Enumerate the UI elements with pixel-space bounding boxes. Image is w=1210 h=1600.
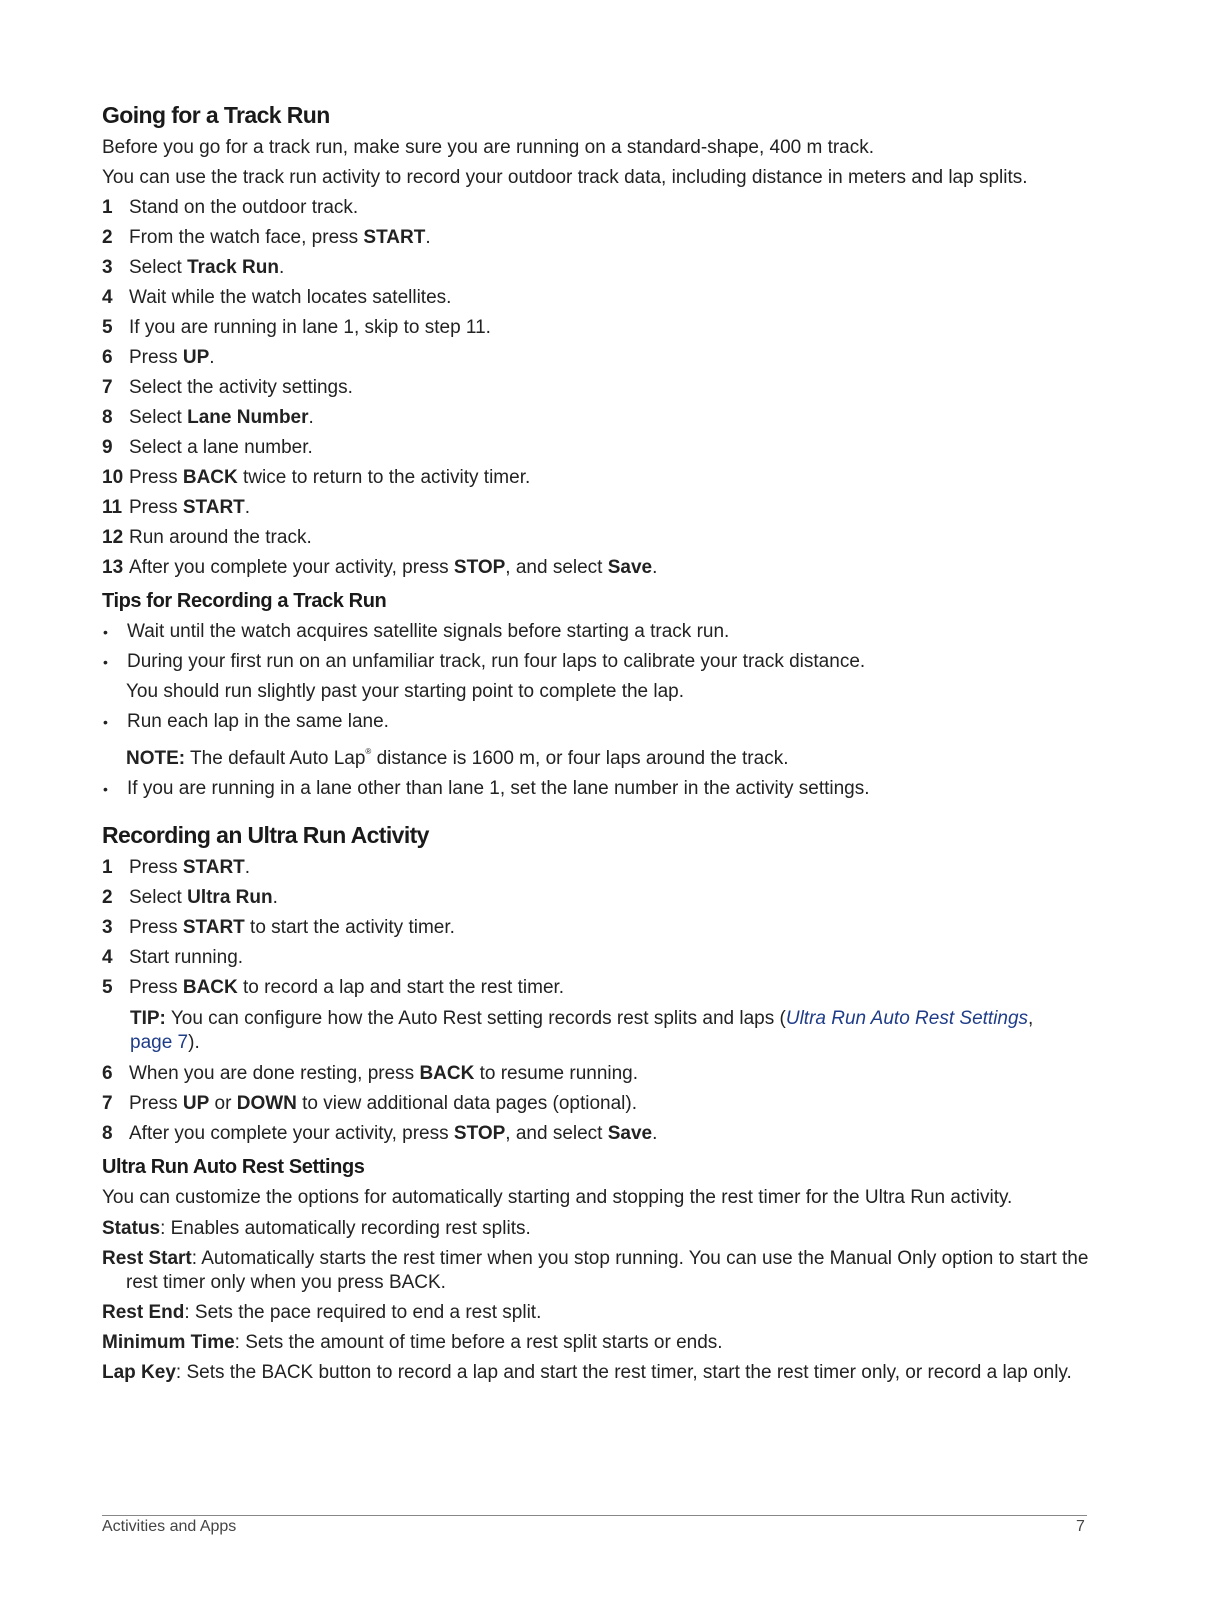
step-text: Select Ultra Run. bbox=[129, 887, 278, 908]
step-number: 7 bbox=[102, 1093, 113, 1114]
page-content bbox=[102, 100, 1092, 1391]
auto-rest-settings-link[interactable]: Ultra Run Auto Rest Settings bbox=[785, 1008, 1029, 1029]
step-number: 12 bbox=[102, 527, 124, 548]
step-number: 6 bbox=[102, 347, 113, 368]
step-10 bbox=[102, 463, 1092, 493]
definition-term: Lap Key bbox=[102, 1362, 176, 1383]
step-text: Wait while the watch locates satellites. bbox=[129, 287, 452, 308]
bullet-icon: • bbox=[103, 654, 108, 670]
note-label: NOTE: bbox=[126, 748, 186, 769]
step-text: Select Track Run. bbox=[129, 257, 285, 278]
page-number: 7 bbox=[1076, 1518, 1085, 1535]
track-run-heading: Going for a Track Run bbox=[102, 102, 330, 128]
step-number: 3 bbox=[102, 257, 113, 278]
step-number: 9 bbox=[102, 437, 113, 458]
step-number: 3 bbox=[102, 917, 113, 938]
step-number: 8 bbox=[102, 1123, 113, 1144]
step-8 bbox=[102, 403, 1092, 433]
ultra-step-1 bbox=[102, 853, 1092, 883]
step-text: Select a lane number. bbox=[129, 437, 313, 458]
step-text: Stand on the outdoor track. bbox=[129, 197, 359, 218]
footer-divider bbox=[102, 1515, 1087, 1516]
ultra-step-8 bbox=[102, 1119, 1092, 1149]
step-number: 1 bbox=[102, 197, 113, 218]
definition-term: Rest End bbox=[102, 1302, 185, 1323]
ultra-tip: TIP: You can configure how the Auto Rest setting records rest splits and laps (Ultra Run Auto Rest Settings, page 7). bbox=[130, 1008, 1034, 1053]
step-text: From the watch face, press START. bbox=[129, 227, 431, 248]
step-text: Start running. bbox=[129, 947, 244, 968]
ultra-step-5 bbox=[102, 973, 1092, 1003]
step-text: If you are running in lane 1, skip to step 11. bbox=[129, 317, 491, 338]
tip-bullet-3: • Run each lap in the same lane. bbox=[102, 707, 1092, 737]
tip-bullet-2-continued: You should run slightly past your starting point to complete the lap. bbox=[126, 681, 685, 702]
step-number: 1 bbox=[102, 857, 113, 878]
step-number: 2 bbox=[102, 887, 113, 908]
definition-term: Status bbox=[102, 1218, 161, 1239]
definition-term: Rest Start bbox=[102, 1248, 192, 1269]
note: NOTE: The default Auto Lap® distance is 1600 m, or four laps around the track. bbox=[126, 747, 789, 769]
step-text: Press UP. bbox=[129, 347, 215, 368]
definition-status: Status: Enables automatically recording rest splits. bbox=[102, 1218, 531, 1239]
step-number: 5 bbox=[102, 317, 113, 338]
step-12 bbox=[102, 523, 1092, 553]
step-text: Press BACK twice to return to the activity timer. bbox=[129, 467, 531, 488]
bullet-icon: • bbox=[103, 624, 108, 640]
track-run-intro-2: You can use the track run activity to record your outdoor track data, including distance in meters and lap splits. bbox=[102, 167, 1028, 188]
step-4 bbox=[102, 283, 1092, 313]
step-text: Press START to start the activity timer. bbox=[129, 917, 455, 938]
step-9 bbox=[102, 433, 1092, 463]
auto-rest-intro: You can customize the options for automatically starting and stopping the rest timer for the Ultra Run activity. bbox=[102, 1187, 1013, 1208]
step-number: 4 bbox=[102, 947, 113, 968]
tip-bullet-2: • During your first run on an unfamiliar track, run four laps to calibrate your track distance. bbox=[102, 647, 1092, 677]
step-text: Press BACK to record a lap and start the rest timer. bbox=[129, 977, 565, 998]
definition-rest-end: Rest End: Sets the pace required to end a rest split. bbox=[102, 1302, 542, 1323]
step-number: 6 bbox=[102, 1063, 113, 1084]
ultra-step-7 bbox=[102, 1089, 1092, 1119]
step-1 bbox=[102, 193, 1092, 223]
step-text: Press START. bbox=[129, 497, 251, 518]
step-11 bbox=[102, 493, 1092, 523]
step-text: Run around the track. bbox=[129, 527, 312, 548]
tip-label: TIP: bbox=[130, 1008, 166, 1029]
step-number: 2 bbox=[102, 227, 113, 248]
bullet-icon: • bbox=[103, 781, 108, 797]
step-number: 11 bbox=[102, 497, 123, 518]
tip-bullet-1: • Wait until the watch acquires satellite signals before starting a track run. bbox=[102, 617, 1092, 647]
step-text: After you complete your activity, press STOP, and select Save. bbox=[129, 557, 658, 578]
definition-lap-key: Lap Key: Sets the BACK button to record a lap and start the rest timer, start the rest timer only, or record a lap only. bbox=[102, 1362, 1072, 1383]
step-text: Press START. bbox=[129, 857, 251, 878]
step-text: After you complete your activity, press STOP, and select Save. bbox=[129, 1123, 658, 1144]
step-text: When you are done resting, press BACK to resume running. bbox=[129, 1063, 639, 1084]
registered-mark: ® bbox=[365, 747, 372, 756]
step-3 bbox=[102, 253, 1092, 283]
step-number: 5 bbox=[102, 977, 113, 998]
step-number: 10 bbox=[102, 467, 124, 488]
definition-term: Minimum Time bbox=[102, 1332, 235, 1353]
step-text: Select the activity settings. bbox=[129, 377, 353, 398]
step-7 bbox=[102, 373, 1092, 403]
tips-heading: Tips for Recording a Track Run bbox=[102, 590, 387, 612]
page-7-link[interactable]: page 7 bbox=[130, 1032, 189, 1053]
ultra-run-heading: Recording an Ultra Run Activity bbox=[102, 822, 429, 848]
ultra-step-3 bbox=[102, 913, 1092, 943]
ultra-step-4 bbox=[102, 943, 1092, 973]
step-13 bbox=[102, 553, 1092, 583]
footer-section-title: Activities and Apps bbox=[102, 1518, 237, 1535]
step-text: Press UP or DOWN to view additional data pages (optional). bbox=[129, 1093, 637, 1114]
step-number: 7 bbox=[102, 377, 113, 398]
track-run-intro-1: Before you go for a track run, make sure you are running on a standard-shape, 400 m track. bbox=[102, 137, 875, 158]
step-number: 8 bbox=[102, 407, 113, 428]
step-number: 4 bbox=[102, 287, 113, 308]
bullet-icon: • bbox=[103, 714, 108, 730]
ultra-step-6 bbox=[102, 1059, 1092, 1089]
definition-minimum-time: Minimum Time: Sets the amount of time before a rest split starts or ends. bbox=[102, 1332, 723, 1353]
step-6 bbox=[102, 343, 1092, 373]
auto-rest-heading: Ultra Run Auto Rest Settings bbox=[102, 1156, 365, 1178]
step-5 bbox=[102, 313, 1092, 343]
step-2 bbox=[102, 223, 1092, 253]
ultra-step-2 bbox=[102, 883, 1092, 913]
tip-bullet-4: • If you are running in a lane other than lane 1, set the lane number in the activity settings. bbox=[102, 774, 1092, 804]
step-number: 13 bbox=[102, 557, 124, 578]
definition-rest-start: Rest Start: Automatically starts the rest timer when you stop running. You can use the Manual Only option to start the rest timer only when you press BACK. bbox=[102, 1248, 1089, 1293]
step-text: Select Lane Number. bbox=[129, 407, 314, 428]
